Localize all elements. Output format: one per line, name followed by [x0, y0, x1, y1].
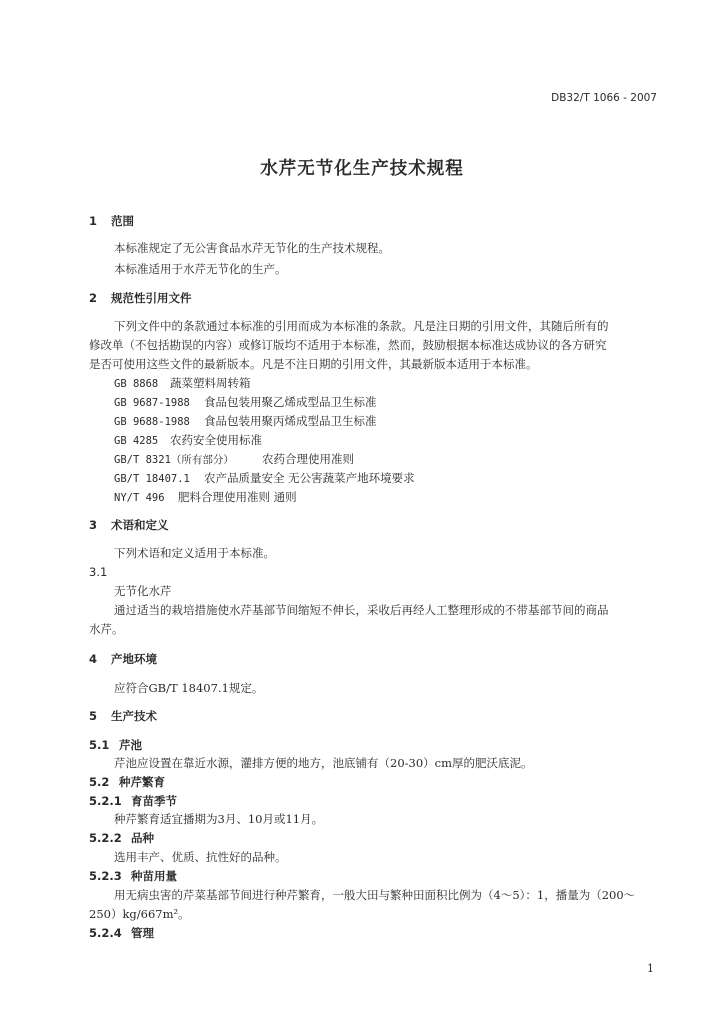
ref-name: 肥料合理使用准则 通则 — [178, 490, 297, 504]
subsection-5-2-2-heading — [89, 831, 154, 845]
subsection-5-2-3-line-1: 用无病虫害的芹菜基部节间进行种芹繁育，一般大田与繁种田面积比例为（4～5）：1，播量为（200～ — [114, 888, 636, 902]
section-number: 1 — [89, 214, 98, 228]
section-title: 种苗用量 — [131, 869, 177, 883]
section-number: 5.2 — [89, 775, 110, 789]
section-title: 芹池 — [119, 738, 142, 752]
section-1-heading — [89, 214, 134, 228]
section-3-intro: 下列术语和定义适用于本标准。 — [114, 546, 275, 560]
section-title: 术语和定义 — [111, 518, 169, 532]
standard-code: DB32/T 1066 - 2007 — [551, 92, 657, 104]
page-number: 1 — [647, 962, 654, 975]
subsection-5-2-3-line-2: 250）kg/667m²。 — [89, 907, 190, 921]
term-definition-line-2: 水芹。 — [89, 622, 124, 636]
section-3-heading — [89, 518, 169, 532]
ref-code: GB 8868 — [114, 378, 159, 390]
term-name: 无节化水芹 — [114, 584, 172, 598]
section-number: 2 — [89, 291, 98, 305]
subsection-5-2-heading — [89, 775, 165, 789]
subsection-3-1-number: 3.1 — [89, 565, 108, 579]
section-title: 生产技术 — [111, 709, 157, 723]
ref-code: GB/T 18407.1 — [114, 473, 190, 485]
subsection-5-2-2-paragraph: 选用丰产、优质、抗性好的品种。 — [114, 850, 287, 864]
ref-code: GB 9688-1988 — [114, 416, 190, 428]
ref-name: 食品包装用聚乙烯成型品卫生标准 — [204, 395, 377, 409]
ref-code: GB 4285 — [114, 435, 159, 447]
section-2-para-line-1: 下列文件中的条款通过本标准的引用而成为本标准的条款。凡是注日期的引用文件，其随后所有的 — [114, 319, 609, 333]
section-number: 5.1 — [89, 738, 110, 752]
section-number: 5.2.4 — [89, 926, 122, 940]
subsection-5-2-1-heading — [89, 794, 177, 808]
ref-name: 农药合理使用准则 — [262, 452, 354, 466]
ref-item — [114, 395, 377, 410]
ref-item — [114, 490, 297, 505]
section-title: 管理 — [131, 926, 154, 940]
subsection-5-1-heading — [89, 738, 142, 752]
section-1-paragraph-1: 本标准规定了无公害食品水芹无节化的生产技术规程。 — [114, 241, 390, 255]
section-title: 范围 — [111, 214, 134, 228]
subsection-5-2-4-heading — [89, 926, 154, 940]
section-title: 品种 — [131, 831, 154, 845]
ref-name: 农药安全使用标准 — [170, 433, 262, 447]
section-4-heading — [89, 652, 157, 666]
section-title: 产地环境 — [111, 652, 157, 666]
ref-code: NY/T 496 — [114, 492, 165, 504]
section-number: 5.2.1 — [89, 794, 122, 808]
section-5-heading — [89, 709, 157, 723]
ref-name: 农产品质量安全 无公害蔬菜产地环境要求 — [204, 471, 415, 485]
ref-item — [114, 452, 354, 467]
section-4-paragraph: 应符合GB/T 18407.1规定。 — [114, 681, 264, 695]
section-number: 5 — [89, 709, 98, 723]
section-title: 规范性引用文件 — [111, 291, 192, 305]
ref-item — [114, 414, 377, 429]
section-title: 种芹繁育 — [119, 775, 165, 789]
section-2-para-line-2: 修改单（不包括勘误的内容）或修订版均不适用于本标准，然而，鼓励根据本标准达成协议的各方研究 — [89, 338, 607, 352]
subsection-5-1-paragraph: 芹池应设置在靠近水源，灌排方便的地方，池底铺有（20-30）cm厚的肥沃底泥。 — [114, 756, 533, 770]
ref-code: GB 9687-1988 — [114, 397, 190, 409]
section-number: 3 — [89, 518, 98, 532]
section-title: 育苗季节 — [131, 794, 177, 808]
ref-code: GB/T 8321（所有部分） — [114, 454, 234, 466]
section-number: 5.2.3 — [89, 869, 122, 883]
term-definition-line-1: 通过适当的栽培措施使水芹基部节间缩短不伸长，采收后再经人工整理形成的不带基部节间的商品 — [114, 603, 609, 617]
section-number: 4 — [89, 652, 98, 666]
ref-name: 蔬菜塑料周转箱 — [170, 376, 251, 390]
subsection-5-2-3-heading — [89, 869, 177, 883]
section-1-paragraph-2: 本标准适用于水芹无节化的生产。 — [114, 262, 287, 276]
section-2-para-line-3: 是否可使用这些文件的最新版本。凡是不注日期的引用文件，其最新版本适用于本标准。 — [89, 357, 538, 371]
subsection-5-2-1-paragraph: 种芹繁育适宜播期为3月、10月或11月。 — [114, 812, 324, 826]
ref-item — [114, 433, 262, 448]
section-2-heading — [89, 291, 192, 305]
ref-name: 食品包装用聚丙烯成型品卫生标准 — [204, 414, 377, 428]
page-title: 水芹无节化生产技术规程 — [260, 159, 464, 179]
section-number: 5.2.2 — [89, 831, 122, 845]
ref-item — [114, 471, 415, 486]
ref-item — [114, 376, 251, 391]
